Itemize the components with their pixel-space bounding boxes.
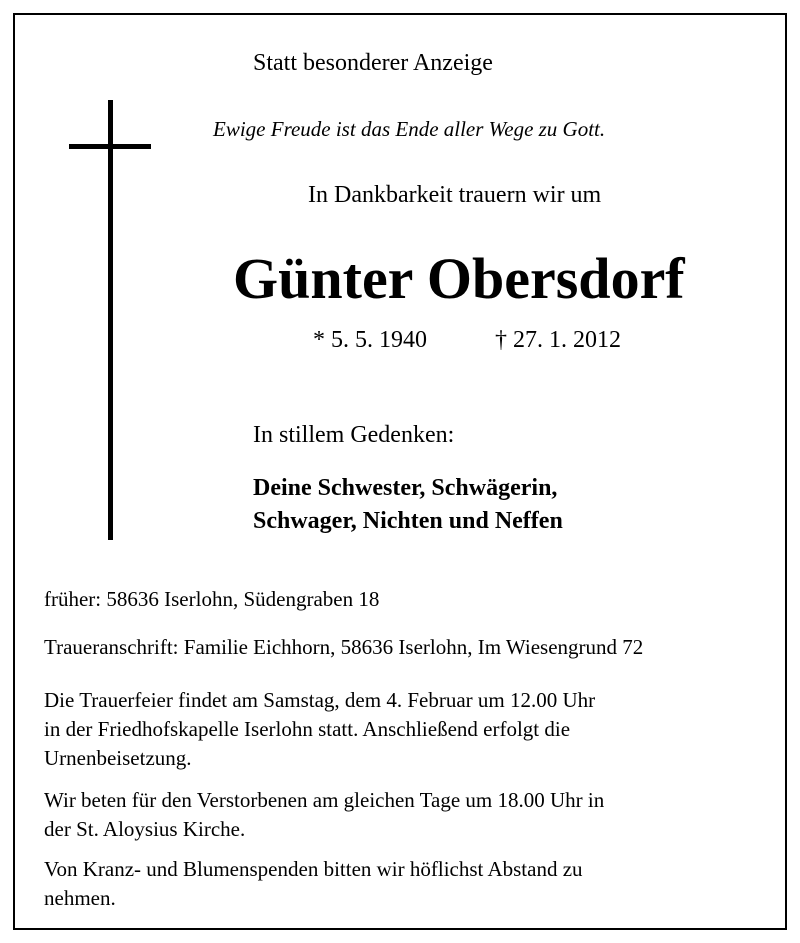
flowers-paragraph (44, 855, 583, 913)
deceased-name: Günter Obersdorf (233, 246, 685, 311)
bible-verse: Ewige Freude ist das Ende aller Wege zu Gott. (213, 117, 606, 141)
birth-date: * 5. 5. 1940 (313, 327, 427, 353)
cross-horizontal-bar (69, 144, 151, 149)
family-signature (253, 472, 563, 538)
paragraph-line: Urnenbeisetzung. (44, 746, 192, 770)
prayer-paragraph (44, 786, 604, 844)
death-date: † 27. 1. 2012 (495, 327, 621, 353)
family-line: Deine Schwester, Schwägerin, (253, 475, 558, 501)
former-address: früher: 58636 Iserlohn, Südengraben 18 (44, 587, 380, 611)
notice-heading: Statt besonderer Anzeige (253, 50, 493, 76)
family-line: Schwager, Nichten und Neffen (253, 508, 563, 534)
mourning-address: Traueranschrift: Familie Eichhorn, 58636 Iserlohn, Im Wiesengrund 72 (44, 635, 644, 659)
funeral-service-paragraph (44, 686, 595, 773)
paragraph-line: Wir beten für den Verstorbenen am gleichen Tage um 18.00 Uhr in (44, 788, 605, 812)
paragraph-line: nehmen. (44, 886, 116, 910)
mourning-line: In Dankbarkeit trauern wir um (308, 182, 602, 208)
paragraph-line: in der Friedhofskapelle Iserlohn statt. Anschließend erfolgt die (44, 717, 571, 741)
paragraph-line: Von Kranz- und Blumenspenden bitten wir höflichst Abstand zu (44, 857, 583, 881)
paragraph-line: der St. Aloysius Kirche. (44, 817, 246, 841)
cross-vertical-bar (108, 100, 113, 540)
paragraph-line: Die Trauerfeier findet am Samstag, dem 4. Februar um 12.00 Uhr (44, 688, 596, 712)
memory-line: In stillem Gedenken: (253, 422, 455, 448)
